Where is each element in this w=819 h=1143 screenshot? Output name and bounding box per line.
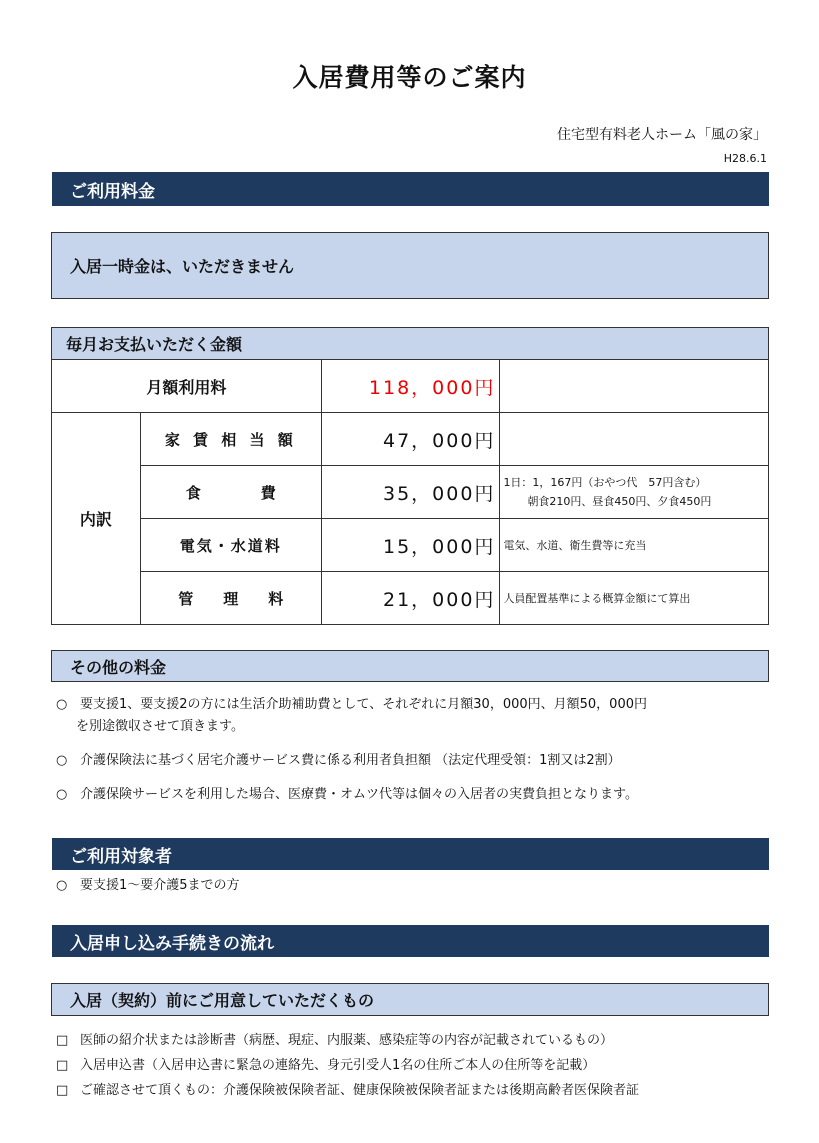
list-item	[56, 694, 647, 738]
organization-name: 住宅型有料老人ホーム「風の家」	[557, 127, 767, 143]
list-item	[56, 1053, 639, 1078]
entrance-fee-text: 入居一時金は、いただきません	[70, 257, 295, 276]
checkbox-icon: □	[56, 1083, 69, 1098]
prepare-heading-text: 入居（契約）前にご用意していただくもの	[70, 991, 375, 1010]
item-label-utilities: 電気・水道料	[140, 519, 321, 572]
issue-date: H28.6.1	[723, 152, 767, 165]
breakdown-label: 内訳	[52, 413, 141, 625]
circle-icon: ○	[56, 878, 68, 893]
page-title: 入居費用等のご案内	[292, 63, 527, 92]
item-amount-rent: 47，000円	[321, 413, 500, 466]
circle-icon: ○	[56, 697, 68, 712]
item-amount-utilities: 15，000円	[321, 519, 500, 572]
monthly-fee-heading: 毎月お支払いただく金額	[52, 328, 769, 360]
monthly-fee-table	[51, 327, 769, 625]
list-item	[56, 750, 647, 772]
total-note	[500, 360, 769, 413]
item-note-rent	[500, 413, 769, 466]
item-amount-meals: 35，000円	[321, 466, 500, 519]
list-item-text: 要支援1、要支援2の方には生活介助補助費として、それぞれに月額30，000円、月額50，000円	[80, 697, 647, 712]
section-heading-eligible	[52, 838, 769, 870]
meals-note-line1: 1日：1，167円（おやつ代 57円含む）	[503, 476, 707, 489]
list-item-text: 介護保険サービスを利用した場合、医療費・オムツ代等は個々の入居者の実費負担となります。	[80, 787, 638, 802]
other-fees-heading	[51, 650, 769, 682]
section-heading-fees	[52, 172, 769, 206]
item-label-meals: 食 費	[140, 466, 321, 519]
checkbox-icon: □	[56, 1033, 69, 1048]
other-fees-heading-text: その他の料金	[70, 657, 167, 677]
eligible-text-value: 要支援1～要介護5までの方	[80, 878, 240, 893]
total-label: 月額利用料	[52, 360, 322, 413]
item-note-meals	[500, 466, 769, 519]
list-item-text: 入居申込書（入居申込書に緊急の連絡先、身元引受人1名の住所ご本人の住所等を記載）	[80, 1058, 596, 1073]
list-item-text: 介護保険法に基づく居宅介護サービス費に係る利用者負担額 （法定代理受領：1割又は2割）	[80, 753, 621, 768]
circle-icon: ○	[56, 787, 68, 802]
list-item	[56, 1078, 639, 1103]
section-heading-procedure	[52, 925, 769, 957]
item-note-management: 人員配置基準による概算金額にて算出	[500, 572, 769, 625]
item-label-rent: 家 賃 相 当 額	[140, 413, 321, 466]
list-item-text: 医師の紹介状または診断書（病歴、現症、内服薬、感染症等の内容が記載されているもの）	[80, 1033, 614, 1048]
list-item-text-cont: を別途徴収させて頂きます。	[76, 719, 244, 734]
entrance-fee-box	[51, 232, 769, 299]
total-amount: 118，000円	[321, 360, 500, 413]
eligible-text	[56, 875, 240, 897]
other-fees-list	[56, 694, 647, 818]
checkbox-icon: □	[56, 1058, 69, 1073]
list-item	[56, 784, 647, 806]
item-label-management: 管 理 料	[140, 572, 321, 625]
section-heading-text: 入居申し込み手続きの流れ	[70, 933, 274, 954]
section-heading-text: ご利用料金	[70, 181, 155, 202]
item-note-utilities: 電気、水道、衛生費等に充当	[500, 519, 769, 572]
meals-note-line2: 朝食210円、昼食450円、夕食450円	[527, 495, 712, 508]
circle-icon: ○	[56, 753, 68, 768]
prepare-list	[56, 1028, 639, 1103]
section-heading-text: ご利用対象者	[70, 846, 172, 867]
list-item	[56, 1028, 639, 1053]
prepare-heading	[51, 983, 769, 1016]
item-amount-management: 21，000円	[321, 572, 500, 625]
list-item-text: ご確認させて頂くもの：介護保険被保険者証、健康保険被保険者証または後期高齢者医保険者証	[80, 1083, 640, 1098]
